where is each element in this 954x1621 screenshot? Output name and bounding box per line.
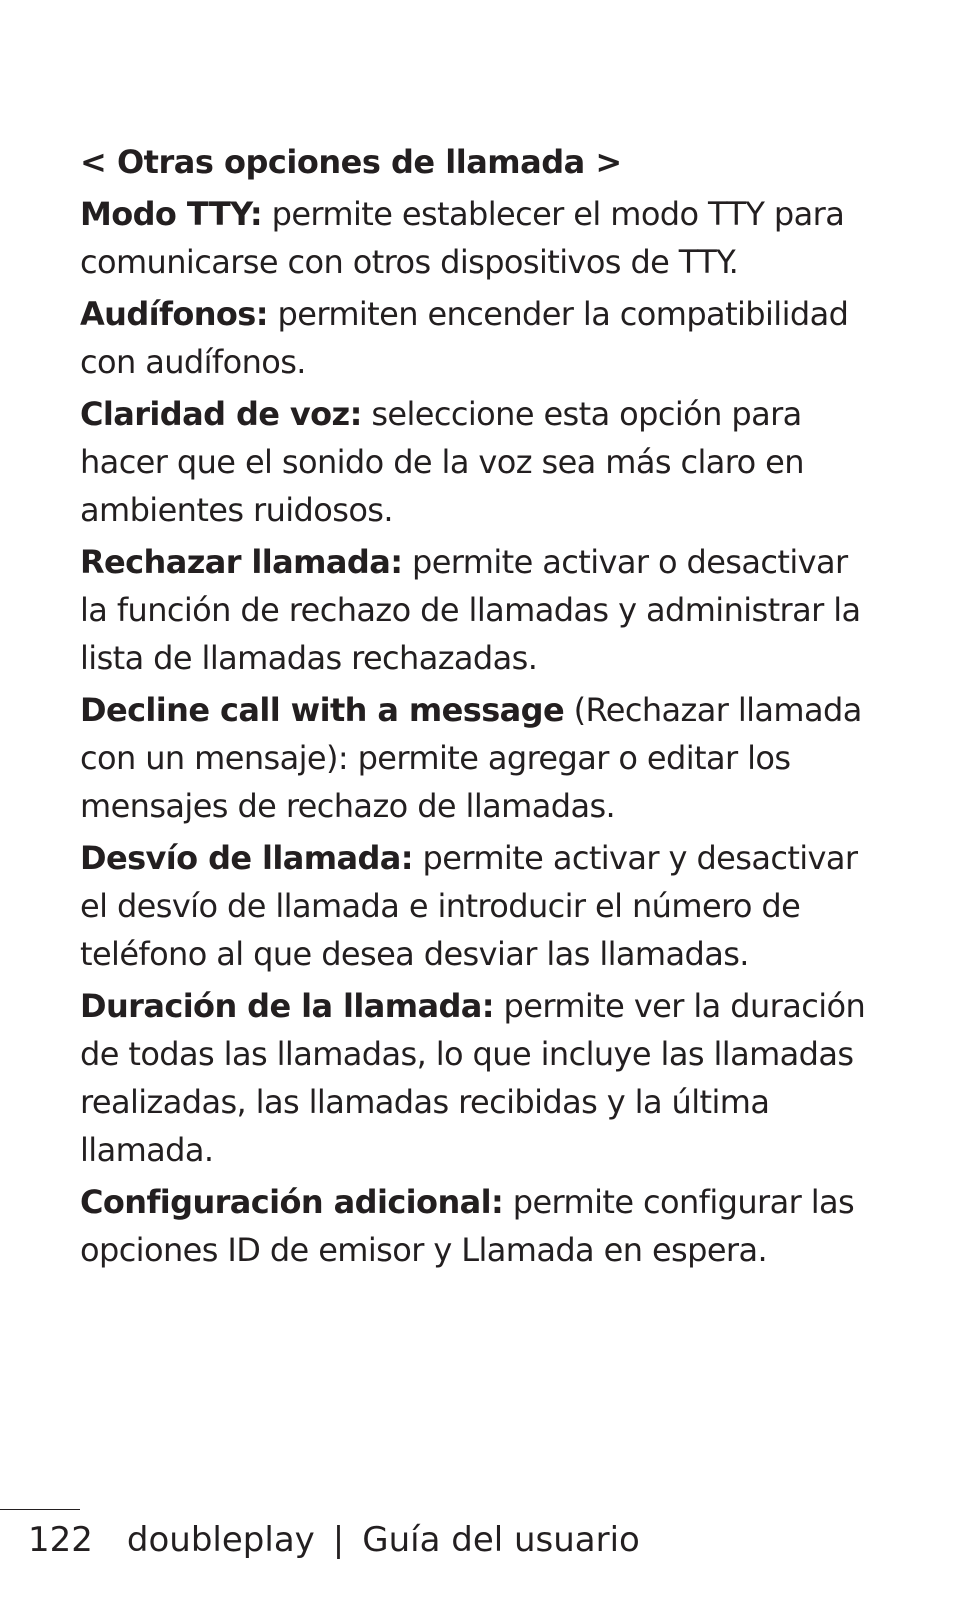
footer-divider (0, 1509, 80, 1510)
entry-description: (Rechazar llamada con un mensaje): permite agregar o editar los mensajes de rechazo de llamadas. (80, 691, 862, 825)
entry-description: permite activar y desactivar el desvío de llamada e introducir el número de teléfono al que desea desviar las llamadas. (80, 839, 858, 973)
entry-decline-call-with-message (80, 686, 880, 830)
entry-description: permiten encender la compatibilidad con audífonos. (80, 295, 849, 381)
entry-term: Rechazar llamada: (80, 543, 403, 581)
entry-term: Claridad de voz: (80, 395, 362, 433)
entry-term: Duración de la llamada: (80, 987, 494, 1025)
entry-configuracion-adicional (80, 1178, 880, 1274)
entry-description: permite configurar las opciones ID de emisor y Llamada en espera. (80, 1183, 855, 1269)
entry-claridad-de-voz (80, 390, 880, 534)
entry-term: Audífonos: (80, 295, 268, 333)
entry-description: permite activar o desactivar la función de rechazo de llamadas y administrar la lista de llamadas rechazadas. (80, 543, 861, 677)
entry-description: permite ver la duración de todas las llamadas, lo que incluye las llamadas realizadas, las llamadas recibidas y la última llamada. (80, 987, 866, 1169)
entry-description: seleccione esta opción para hacer que el sonido de la voz sea más claro en ambientes ruidosos. (80, 395, 804, 529)
page-number: 122 (28, 1520, 93, 1560)
entry-term: Modo TTY: (80, 195, 263, 233)
page-content (80, 138, 880, 1278)
footer-separator: | (332, 1520, 345, 1560)
entry-rechazar-llamada (80, 538, 880, 682)
entry-audifonos (80, 290, 880, 386)
entry-desvio-de-llamada (80, 834, 880, 978)
guide-title: Guía del usuario (362, 1520, 640, 1560)
entry-term: Decline call with a message (80, 691, 565, 729)
section-title: < Otras opciones de llamada > (80, 143, 622, 181)
entry-term: Desvío de llamada: (80, 839, 413, 877)
entry-modo-tty (80, 190, 880, 286)
entry-duracion-de-la-llamada (80, 982, 880, 1174)
entry-description: permite establecer el modo TTY para comunicarse con otros dispositivos de TTY. (80, 195, 845, 281)
page-footer (28, 1518, 640, 1562)
entry-term: Configuración adicional: (80, 1183, 504, 1221)
product-name: doubleplay (126, 1520, 315, 1560)
